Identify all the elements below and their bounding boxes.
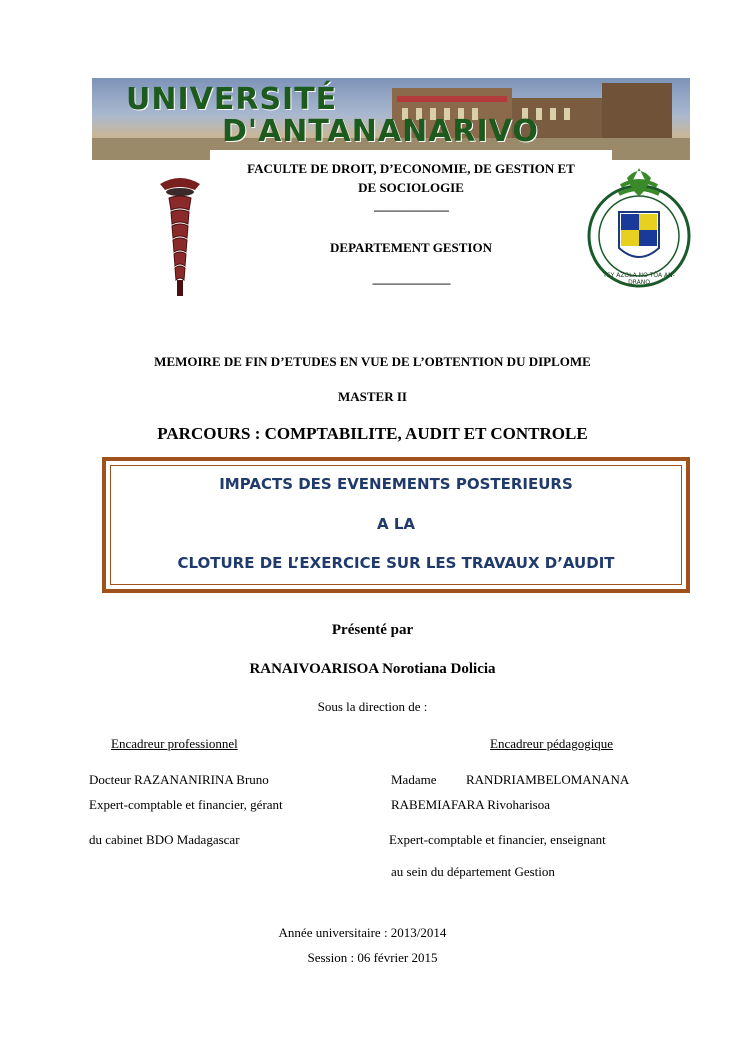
department-name: DEPARTEMENT GESTION (330, 240, 492, 255)
professional-supervisor-name: Docteur RAZANANIRINA Bruno (89, 772, 269, 787)
pedagogical-supervisor-role: Expert-comptable et financier, enseignant (389, 832, 606, 847)
memoire-line: MEMOIRE DE FIN D’ETUDES EN VUE DE L’OBTENTION DU DIPLOME (154, 354, 591, 369)
professional-supervisor-role: Expert-comptable et financier, gérant (89, 797, 283, 812)
pedagogical-supervisor-name-continued: RABEMIAFARA Rivoharisoa (391, 797, 551, 812)
author-name: RANAIVOARISOA Norotiana Dolicia (249, 661, 496, 677)
faculty-name-continued: DE SOCIOLOGIE (358, 180, 464, 195)
professional-supervisor-heading: Encadreur professionnel (111, 736, 238, 751)
academic-year: Année universitaire : 2013/2014 (278, 925, 447, 940)
faculty-emblem-icon (155, 176, 205, 298)
thesis-title-line3: CLOTURE DE L’EXERCICE SUR LES TRAVAUX D’AUDIT (177, 554, 615, 572)
university-banner (92, 78, 690, 160)
professional-supervisor-firm: du cabinet BDO Madagascar (89, 832, 240, 847)
pedagogical-supervisor-heading: Encadreur pédagogique (490, 736, 614, 751)
thesis-title-line2: A LA (377, 515, 415, 533)
separator-rule: -------------------------- (372, 276, 450, 290)
university-seal-icon (583, 166, 695, 292)
faculty-name: FACULTE DE DROIT, D’ECONOMIE, DE GESTION ET (247, 161, 575, 176)
pedagogical-supervisor-name: RANDRIAMBELOMANANA (466, 772, 630, 787)
banner-line1: UNIVERSITÉ (126, 82, 338, 117)
session-date: Session : 06 février 2015 (307, 950, 438, 965)
seal-motto: TSY AZOLA NO TÔA AN-DRANO (603, 272, 675, 286)
pedagogical-supervisor-department: au sein du département Gestion (391, 864, 555, 879)
thesis-title-line1: IMPACTS DES EVENEMENTS POSTERIEURS (219, 475, 573, 493)
parcours-title: PARCOURS : COMPTABILITE, AUDIT ET CONTROLE (157, 424, 588, 443)
presented-by-label: Présenté par (331, 622, 414, 638)
pedagogical-supervisor-title: Madame (391, 772, 437, 787)
degree-name: MASTER II (338, 389, 407, 404)
separator-rule: ------------------------- (373, 203, 449, 217)
banner-line2: D'ANTANANARIVO (222, 114, 539, 149)
direction-label: Sous la direction de : (317, 699, 428, 714)
